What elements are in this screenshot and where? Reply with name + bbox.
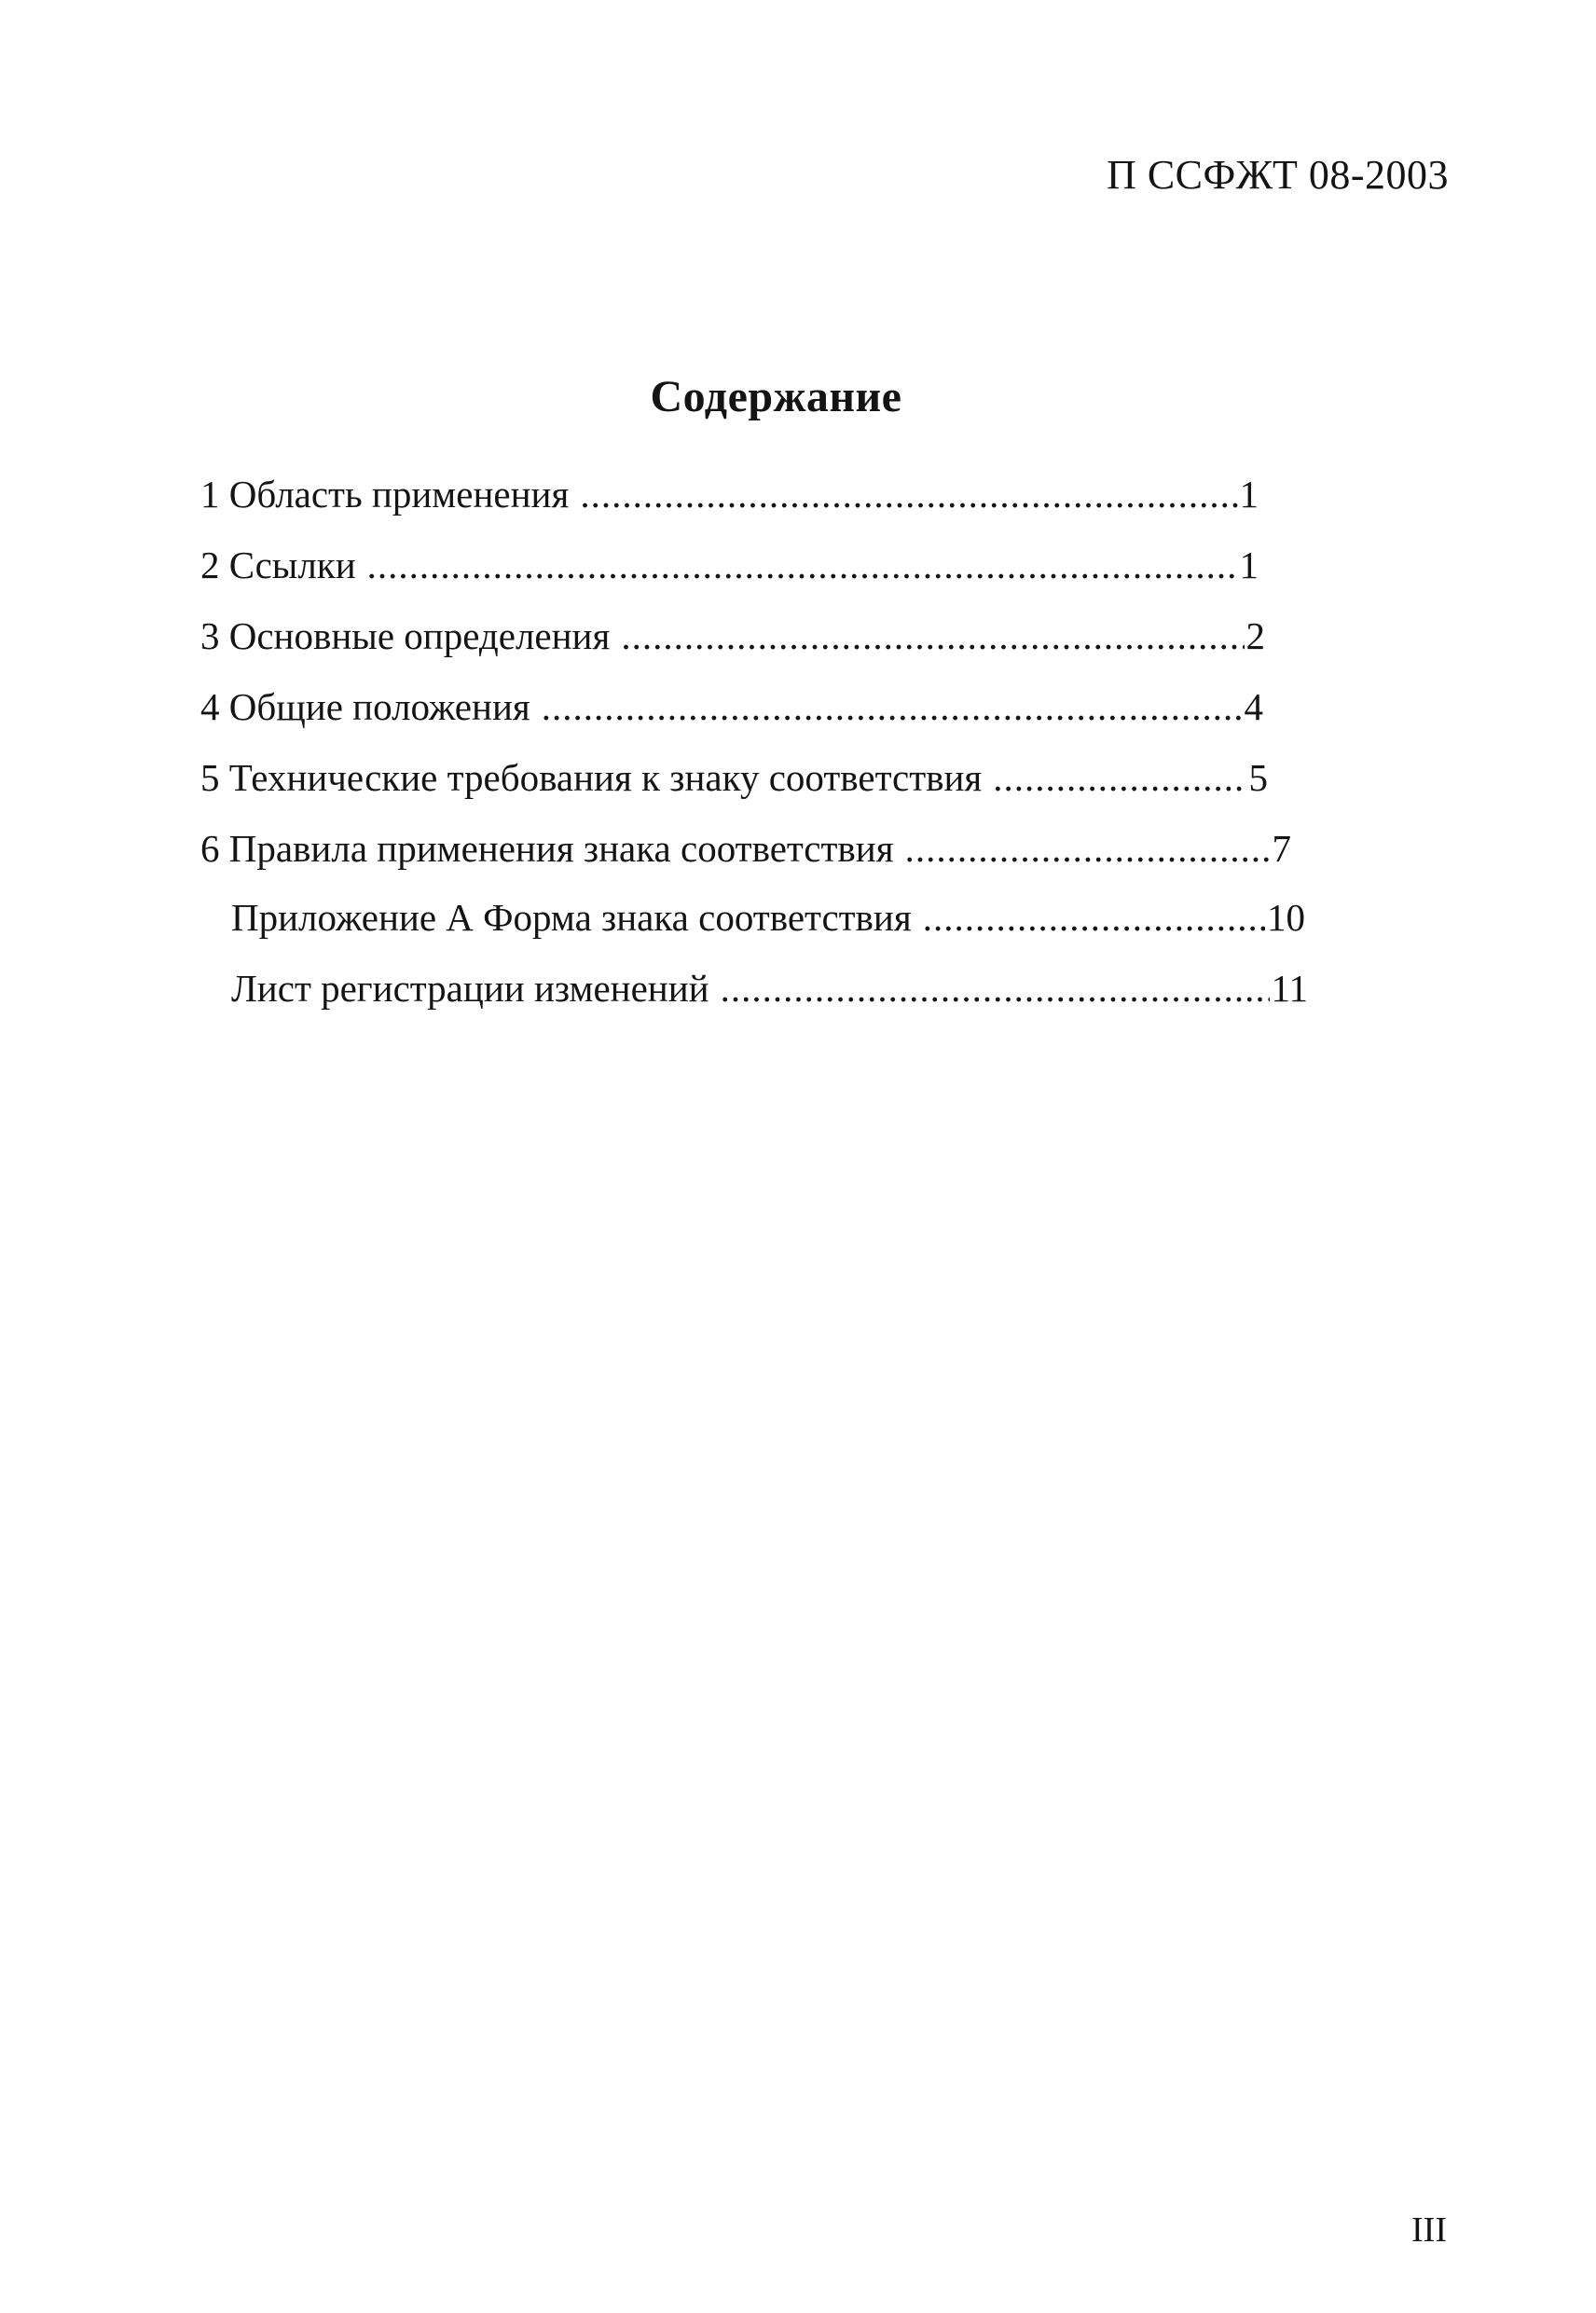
- toc-title: Содержание: [650, 372, 902, 421]
- toc-entry-title: 6 Правила применения знака соответствия: [200, 827, 894, 870]
- toc-entry-title: Приложение А Форма знака соответствия: [231, 896, 912, 939]
- toc-entry-page: 4: [1244, 685, 1263, 728]
- document-code: П ССФЖТ 08-2003: [1107, 152, 1449, 198]
- toc-entry-page: 5: [1248, 756, 1268, 799]
- toc-entry-page: 1: [1239, 544, 1259, 586]
- toc-dot-leader: [993, 755, 1246, 800]
- toc-entry-title: 1 Область применения: [200, 473, 570, 516]
- toc-entry-page: 2: [1245, 614, 1265, 657]
- toc-dot-leader: [580, 472, 1237, 516]
- toc-entry-title: 4 Общие положения: [200, 685, 530, 728]
- toc-entry-title: 5 Технические требования к знаку соответствия: [200, 756, 983, 799]
- toc-entry: [231, 895, 1305, 940]
- toc-entry: [200, 755, 1268, 800]
- toc-entry: [200, 826, 1291, 871]
- toc-entry: [200, 543, 1259, 587]
- toc-entry-page: 10: [1267, 896, 1305, 939]
- toc-entry: [200, 684, 1263, 729]
- toc-entry-title: 2 Ссылки: [200, 544, 356, 586]
- toc-entry: [200, 613, 1265, 658]
- toc-dot-leader: [923, 895, 1265, 940]
- toc-entry: [231, 966, 1308, 1011]
- toc-entry-title: Лист регистрации изменений: [231, 967, 709, 1010]
- toc-entry-title: 3 Основные определения: [200, 614, 611, 657]
- toc-dot-leader: [721, 966, 1270, 1011]
- page-number: III: [1411, 2210, 1447, 2250]
- toc-dot-leader: [621, 613, 1244, 658]
- toc-entry-page: 7: [1272, 827, 1291, 870]
- toc-entry-page: 1: [1239, 473, 1259, 516]
- toc-dot-leader: [367, 543, 1238, 587]
- toc-dot-leader: [905, 826, 1271, 871]
- toc-entry-page: 11: [1271, 967, 1308, 1010]
- toc-dot-leader: [542, 684, 1243, 729]
- toc-entry: [200, 472, 1259, 516]
